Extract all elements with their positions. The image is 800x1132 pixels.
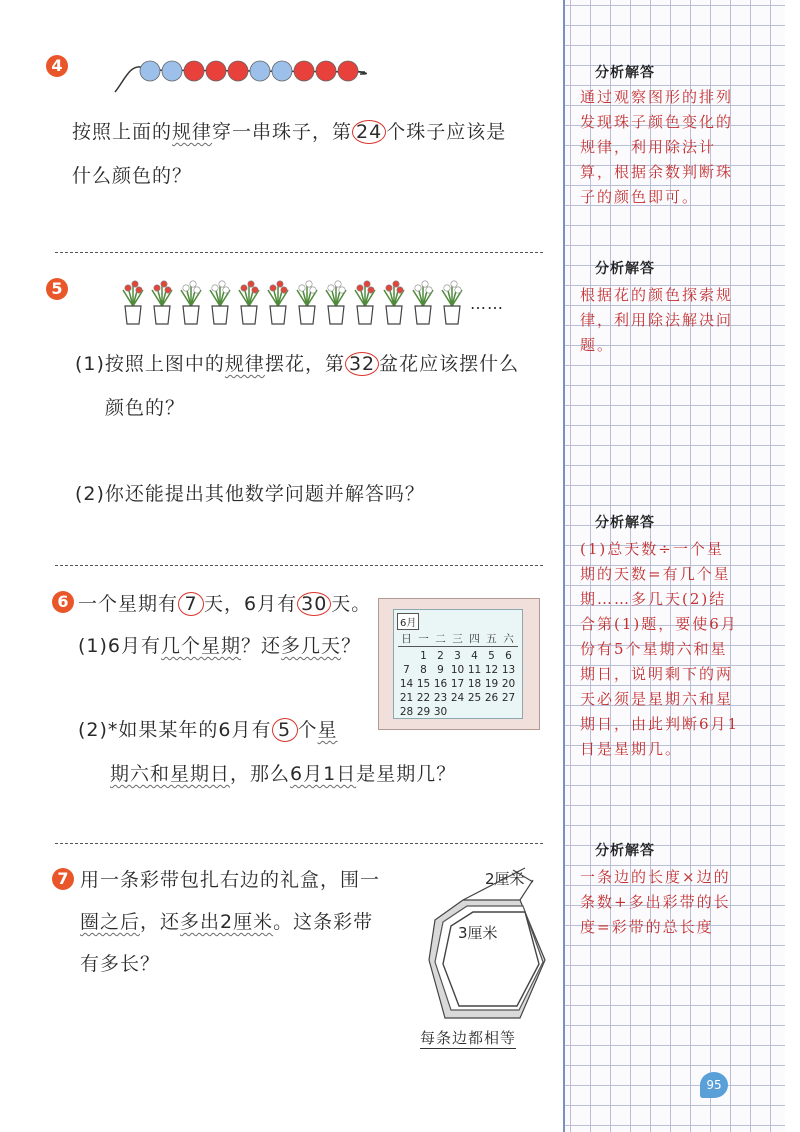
weekday-label: 六 bbox=[503, 633, 514, 645]
flower-pot-red bbox=[384, 281, 404, 324]
analysis-sidebar bbox=[563, 0, 785, 1132]
calendar-week-row bbox=[398, 691, 518, 705]
flower-pot-white bbox=[210, 281, 230, 324]
label-3cm: 3厘米 bbox=[458, 924, 498, 942]
q6-part2-line2: 期六和星期日，那么6月1日是星期几？ bbox=[110, 763, 457, 785]
q4-line1: 按照上面的规律穿一串珠子，第 24 个珠子应该是 bbox=[72, 121, 507, 143]
weekday-label: 四 bbox=[469, 633, 480, 645]
calendar-day: 19 bbox=[484, 678, 499, 690]
calendar-image bbox=[378, 598, 540, 730]
bead-red bbox=[316, 61, 336, 81]
calendar-day: 15 bbox=[416, 678, 431, 690]
calendar-day bbox=[483, 705, 500, 719]
analysis-text-1: 通过观察图形的排列发现珠子颜色变化的规律，利用除法计算，根据余数判断珠子的颜色即可。 bbox=[580, 88, 734, 206]
calendar-day: 4 bbox=[471, 650, 478, 662]
analysis-text-2: 根据花的颜色探索规律，利用除法解决问题。 bbox=[580, 286, 734, 354]
calendar-day: 12 bbox=[484, 664, 499, 676]
flower-pot-white bbox=[326, 281, 346, 324]
q7-line2: 圈之后，还多出2厘米。这条彩带 bbox=[80, 911, 374, 933]
bead-blue bbox=[162, 61, 182, 81]
calendar-day: 28 bbox=[399, 706, 414, 718]
calendar-day: 1 bbox=[420, 650, 427, 662]
pots-ellipsis: …… bbox=[470, 294, 504, 313]
flower-pot-red bbox=[152, 281, 172, 324]
bead-blue bbox=[250, 61, 270, 81]
q6-part2: (2)*如果某年的6月有 5 个星 bbox=[78, 719, 338, 741]
q5-part1: (1)按照上图中的规律摆花，第 32 盆花应该摆什么 bbox=[75, 353, 520, 375]
analysis-title-2: 分析解答 bbox=[595, 261, 655, 277]
flower-pot-red bbox=[268, 281, 288, 324]
calendar-day: 26 bbox=[484, 692, 499, 704]
page-number: 95 bbox=[700, 1072, 728, 1098]
label-2cm: 2厘米 bbox=[485, 870, 525, 888]
weekday-label: 一 bbox=[418, 633, 429, 645]
calendar-day bbox=[466, 705, 483, 719]
calendar-week-row bbox=[398, 649, 518, 663]
q7-line1: 用一条彩带包扎右边的礼盒，围一 bbox=[80, 869, 381, 891]
calendar-day: 6 bbox=[505, 650, 512, 662]
bead-red bbox=[228, 61, 248, 81]
flower-pot-white bbox=[442, 281, 462, 324]
bead-blue bbox=[272, 61, 292, 81]
question-number-5: 5 bbox=[46, 278, 68, 300]
analysis-text-4: 一条边的长度×边的条数+多出彩带的长度=彩带的总长度 bbox=[580, 868, 731, 936]
weekday-label: 三 bbox=[452, 633, 463, 645]
calendar-grid bbox=[398, 632, 518, 719]
q4-line2: 什么颜色的？ bbox=[72, 165, 193, 187]
flower-pot-red bbox=[355, 281, 375, 324]
calendar-day: 10 bbox=[450, 664, 465, 676]
calendar-day: 2 bbox=[437, 650, 444, 662]
calendar-day: 3 bbox=[454, 650, 461, 662]
calendar-day: 22 bbox=[416, 692, 431, 704]
calendar-day bbox=[398, 649, 415, 663]
calendar-week-row bbox=[398, 677, 518, 691]
calendar-day: 17 bbox=[450, 678, 465, 690]
bead-string-image bbox=[110, 50, 370, 100]
calendar-day: 14 bbox=[399, 678, 414, 690]
box-caption: 每条边都相等 bbox=[420, 1029, 517, 1047]
flower-pot-white bbox=[297, 281, 317, 324]
bead-red bbox=[184, 61, 204, 81]
flower-pots-image bbox=[115, 278, 475, 328]
q7-line3: 有多长？ bbox=[80, 953, 161, 975]
bead-blue bbox=[140, 61, 160, 81]
question-number-7: 7 bbox=[52, 868, 74, 890]
bead-red bbox=[294, 61, 314, 81]
flower-pot-red bbox=[239, 281, 259, 324]
divider bbox=[55, 565, 543, 566]
divider bbox=[55, 252, 543, 253]
calendar-day: 7 bbox=[403, 664, 410, 676]
calendar-day: 13 bbox=[501, 664, 516, 676]
calendar-day bbox=[449, 705, 466, 719]
calendar-day: 30 bbox=[433, 706, 448, 718]
bead-red bbox=[338, 61, 358, 81]
analysis-title-1: 分析解答 bbox=[595, 65, 655, 81]
weekday-label: 日 bbox=[401, 633, 412, 645]
flower-pot-white bbox=[181, 281, 201, 324]
calendar-day: 11 bbox=[467, 664, 482, 676]
divider bbox=[55, 843, 543, 844]
question-number-4: 4 bbox=[46, 55, 68, 77]
flower-pot-white bbox=[413, 281, 433, 324]
calendar-week-row bbox=[398, 663, 518, 677]
calendar-day: 16 bbox=[433, 678, 448, 690]
calendar-day: 21 bbox=[399, 692, 414, 704]
question-number-6: 6 bbox=[52, 591, 74, 613]
q5-part2: (2)你还能提出其他数学问题并解答吗？ bbox=[75, 483, 425, 505]
calendar-day: 25 bbox=[467, 692, 482, 704]
calendar-day: 29 bbox=[416, 706, 431, 718]
calendar-day: 9 bbox=[437, 664, 444, 676]
calendar-week-row bbox=[398, 705, 518, 719]
weekday-label: 二 bbox=[435, 633, 446, 645]
analysis-title-3: 分析解答 bbox=[595, 515, 655, 531]
calendar-day: 24 bbox=[450, 692, 465, 704]
q6-part1: (1)6月有几个星期？还多几天？ bbox=[78, 635, 362, 657]
calendar-day: 27 bbox=[501, 692, 516, 704]
bead-red bbox=[206, 61, 226, 81]
calendar-day: 5 bbox=[488, 650, 495, 662]
flower-pot-red bbox=[123, 281, 143, 324]
analysis-title-4: 分析解答 bbox=[595, 843, 655, 859]
q5-part1-line2: 颜色的？ bbox=[105, 397, 186, 419]
q6-line1: 一个星期有 7 天，6月有 30 天。 bbox=[78, 593, 372, 615]
calendar-day: 23 bbox=[433, 692, 448, 704]
calendar-day: 20 bbox=[501, 678, 516, 690]
calendar-day bbox=[500, 705, 517, 719]
weekday-label: 五 bbox=[486, 633, 497, 645]
calendar-day: 18 bbox=[467, 678, 482, 690]
calendar-month: 6月 bbox=[397, 613, 419, 630]
calendar-day: 8 bbox=[420, 664, 427, 676]
analysis-text-3: (1)总天数÷一个星期的天数=有几个星期……多几天(2)结合第(1)题，要使6月份有5个星期六和星期日，说明剩下的两天必须是星期六和星期日，由此判断6月1日是星期几。 bbox=[580, 540, 740, 758]
